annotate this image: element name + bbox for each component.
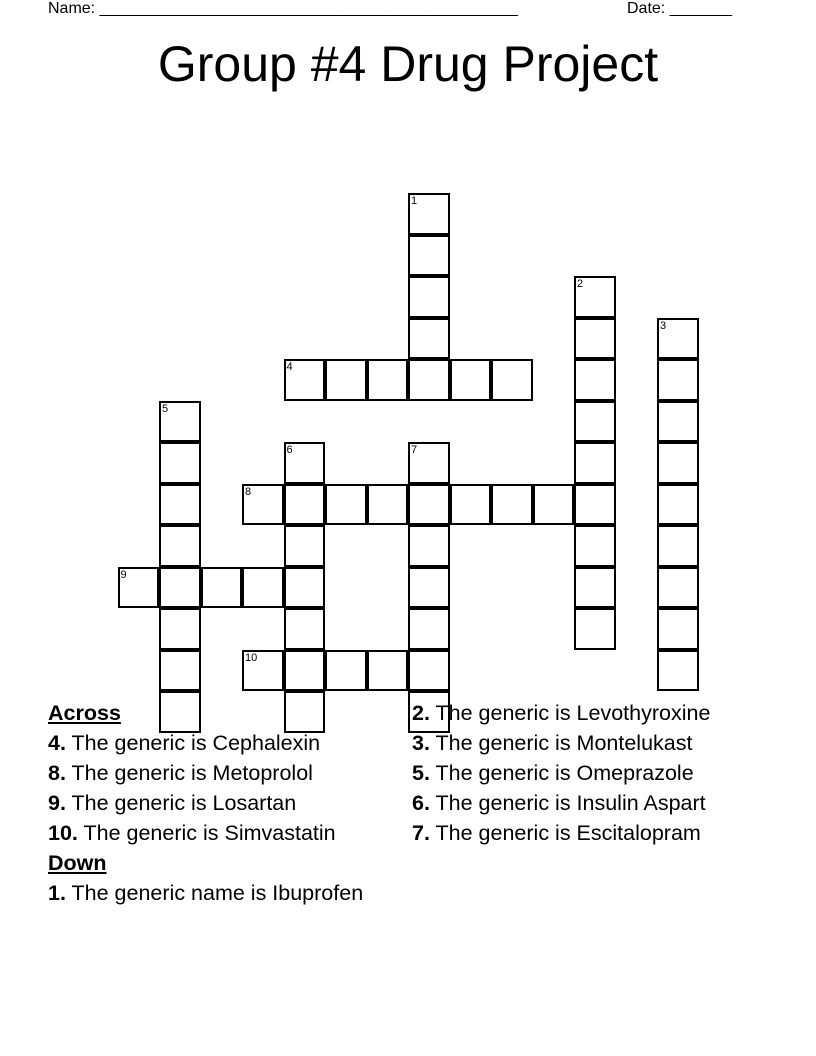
grid-cell[interactable] xyxy=(242,650,284,692)
grid-cell[interactable] xyxy=(408,608,450,650)
cell-number: 4 xyxy=(286,361,293,373)
grid-cell[interactable] xyxy=(657,401,699,443)
grid-cell[interactable] xyxy=(657,442,699,484)
grid-cell[interactable] xyxy=(284,484,326,526)
grid-cell[interactable] xyxy=(159,608,201,650)
cell-number: 5 xyxy=(162,402,169,415)
grid-cell[interactable] xyxy=(657,525,699,567)
grid-cell[interactable] xyxy=(367,650,409,692)
clue-across-4: 4. The generic is Cephalexin xyxy=(48,731,321,755)
grid-cell[interactable] xyxy=(242,567,284,609)
grid-cell[interactable] xyxy=(657,608,699,650)
grid-cell[interactable] xyxy=(408,318,450,360)
grid-cell[interactable] xyxy=(491,359,533,401)
grid-cell[interactable] xyxy=(408,359,450,401)
clue-across-8: 8. The generic is Metoprolol xyxy=(48,761,313,785)
grid-cell[interactable] xyxy=(284,525,326,567)
grid-cell[interactable] xyxy=(574,525,616,567)
clue-down-7: 7. The generic is Escitalopram xyxy=(412,821,701,845)
date-line: Date: _______ xyxy=(627,0,732,17)
name-line: Name: _______________________________________________ xyxy=(48,0,518,17)
page-title: Group #4 Drug Project xyxy=(157,36,659,92)
grid-cell[interactable] xyxy=(242,484,284,526)
grid-cell[interactable] xyxy=(408,235,450,277)
grid-cell[interactable] xyxy=(574,359,616,401)
grid-cell[interactable] xyxy=(450,359,492,401)
grid-cell[interactable] xyxy=(325,484,367,526)
grid-cell[interactable] xyxy=(284,567,326,609)
grid-cell[interactable] xyxy=(657,318,699,360)
grid-cell[interactable] xyxy=(325,650,367,692)
grid-cell[interactable] xyxy=(450,484,492,526)
grid-cell[interactable] xyxy=(408,567,450,609)
grid-cell[interactable] xyxy=(159,525,201,567)
grid-cell[interactable] xyxy=(574,484,616,526)
down-heading: Down xyxy=(48,851,107,875)
clue-down-2: 2. The generic is Levothyroxine xyxy=(412,701,711,725)
cell-number: 2 xyxy=(577,278,584,290)
clue-column-left xyxy=(48,701,393,911)
grid-cell[interactable] xyxy=(657,567,699,609)
across-heading: Across xyxy=(48,701,121,725)
grid-cell[interactable] xyxy=(491,484,533,526)
cell-number: 1 xyxy=(411,195,418,207)
cell-number: 10 xyxy=(245,651,258,664)
cell-number: 9 xyxy=(120,568,127,581)
grid-cell[interactable] xyxy=(118,567,160,609)
grid-cell[interactable] xyxy=(574,567,616,609)
clue-down-6: 6. The generic is Insulin Aspart xyxy=(412,791,706,815)
cell-number: 8 xyxy=(245,485,252,498)
grid-cell[interactable] xyxy=(201,567,243,609)
grid-cell[interactable] xyxy=(574,276,616,318)
grid-cell[interactable] xyxy=(657,650,699,692)
clue-down-3: 3. The generic is Montelukast xyxy=(412,731,693,755)
grid-cell[interactable] xyxy=(159,442,201,484)
grid-cell[interactable] xyxy=(284,608,326,650)
grid-cell[interactable] xyxy=(657,484,699,526)
grid-cell[interactable] xyxy=(657,359,699,401)
clue-down-5: 5. The generic is Omeprazole xyxy=(412,761,694,785)
grid-cell[interactable] xyxy=(408,650,450,692)
grid-cell[interactable] xyxy=(574,318,616,360)
grid-cell[interactable] xyxy=(408,193,450,235)
grid-cell[interactable] xyxy=(284,650,326,692)
grid-cell[interactable] xyxy=(574,608,616,650)
grid-cell[interactable] xyxy=(408,276,450,318)
grid-cell[interactable] xyxy=(408,484,450,526)
grid-cell[interactable] xyxy=(574,401,616,443)
grid-cell[interactable] xyxy=(533,484,575,526)
clue-across-9: 9. The generic is Losartan xyxy=(48,791,297,815)
grid-cell[interactable] xyxy=(408,525,450,567)
cell-number: 6 xyxy=(286,444,293,456)
grid-cell[interactable] xyxy=(159,401,201,443)
clue-across-10: 10. The generic is Simvastatin xyxy=(48,821,336,845)
grid-cell[interactable] xyxy=(159,567,201,609)
grid-cell[interactable] xyxy=(159,484,201,526)
grid-cell[interactable] xyxy=(574,442,616,484)
grid-cell[interactable] xyxy=(325,359,367,401)
grid-cell[interactable] xyxy=(284,442,326,484)
cell-number: 7 xyxy=(411,444,418,456)
cell-number: 3 xyxy=(660,319,667,332)
grid-cell[interactable] xyxy=(408,442,450,484)
grid-cell[interactable] xyxy=(159,650,201,692)
grid-cell[interactable] xyxy=(367,359,409,401)
grid-cell[interactable] xyxy=(367,484,409,526)
clue-down-1: 1. The generic name is Ibuprofen xyxy=(48,881,364,905)
clue-column-right xyxy=(412,701,757,851)
grid-cell[interactable] xyxy=(284,359,326,401)
